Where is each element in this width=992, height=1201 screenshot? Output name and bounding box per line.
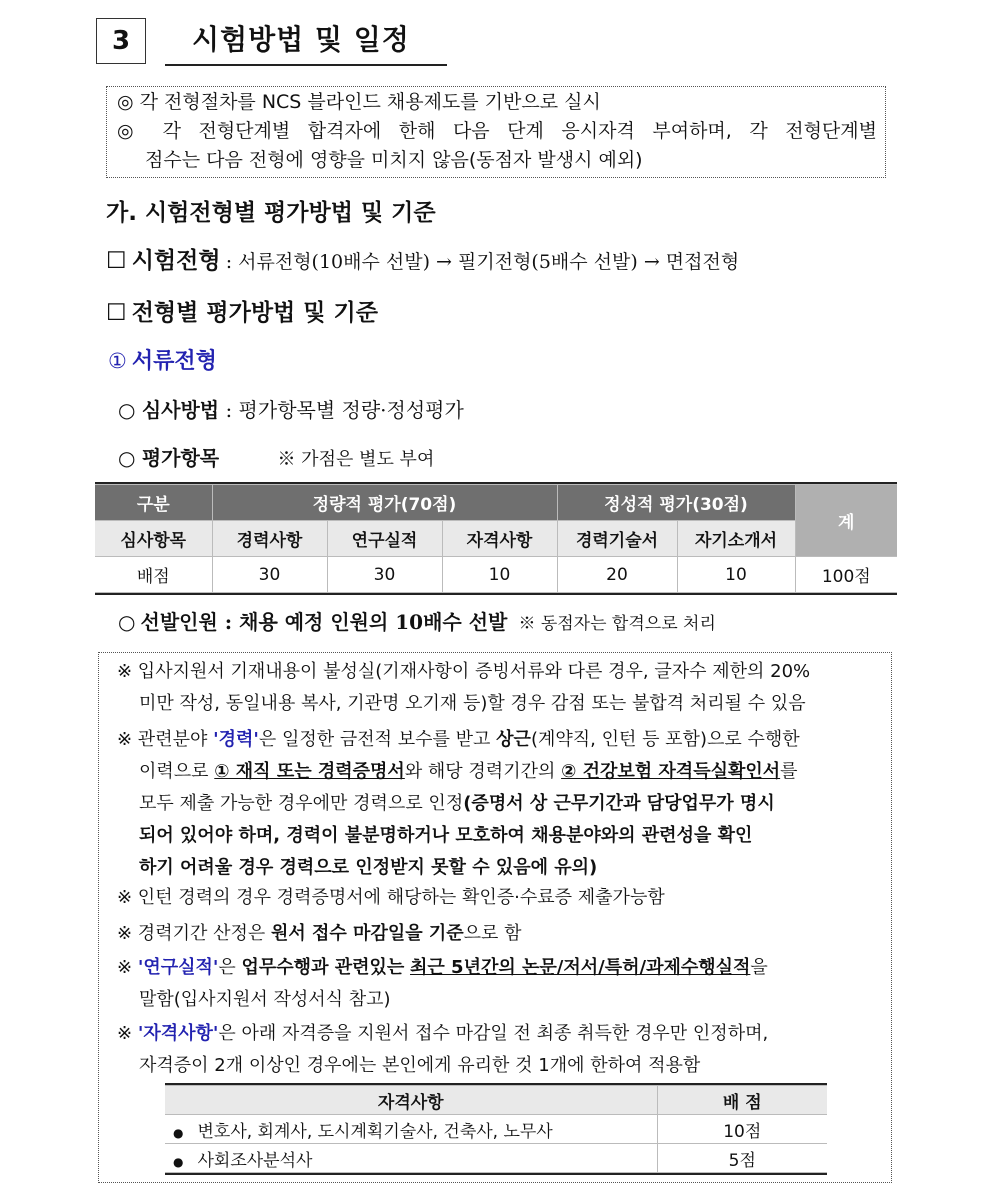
- note-5-line-1: [117, 951, 768, 985]
- note-text: 를: [780, 761, 798, 782]
- note-text: (계약직, 인턴 등 포함)으로 수행한: [530, 729, 800, 750]
- note-1-line-2: 미만 작성, 동일내용 복사, 기관명 오기재 등)할 경우 감점 또는 불합격 처리될 수 있음: [139, 693, 806, 714]
- score-total: 100점: [795, 557, 897, 593]
- qual-item-header: 자격사항: [165, 1086, 657, 1115]
- qual-item-text: 변호사, 회계사, 도시계획기술사, 건축사, 노무사: [197, 1121, 553, 1142]
- total-header: 계: [795, 485, 897, 557]
- criteria-heading-label: 전형별 평가방법 및 기준: [131, 300, 378, 326]
- qual-item-text: 사회조사분석사: [197, 1150, 313, 1171]
- score-qualification: 10: [442, 557, 557, 593]
- note-2-line-5: 하기 어려울 경우 경력으로 인정받지 못할 수 있음에 유의): [139, 857, 598, 878]
- item-research: 연구실적: [327, 521, 442, 557]
- score-self-intro: 10: [677, 557, 795, 593]
- section-title: 시험방법 및 일정: [192, 23, 410, 56]
- note-keyword: (증명서 상 근무기간과 담당업무가 명시: [463, 793, 775, 814]
- selection: [118, 606, 716, 635]
- circle-bullet-icon: ○: [118, 398, 136, 422]
- section-underline: [165, 64, 447, 66]
- circled-number-icon: ①: [108, 349, 127, 373]
- circle-bullet-icon: ○: [118, 446, 136, 470]
- note-keyword: 원서 접수 마감일을 기준: [270, 923, 464, 944]
- note-6-line-2: 자격증이 2개 이상인 경우에는 본인에게 유리한 것 1개에 한하여 적용함: [139, 1055, 701, 1076]
- intro-line-3: 점수는 다음 전형에 영향을 미치지 않음(동점자 발생시 예외): [145, 149, 643, 171]
- note-keyword: '경력': [213, 729, 259, 750]
- heading-ga: 가. 시험전형별 평가방법 및 기준: [106, 200, 436, 226]
- qual-score: 5점: [657, 1144, 827, 1173]
- bullet-icon: ●: [173, 1125, 184, 1140]
- score-career: 30: [212, 557, 327, 593]
- note-6-line-1: [117, 1017, 768, 1051]
- eval-items: [118, 442, 434, 471]
- eval-items-label: 평가항목: [141, 446, 220, 470]
- note-keyword: '연구실적': [137, 957, 219, 978]
- note-text: 으로 함: [463, 923, 522, 944]
- exam-process-text: : 서류전형(10배수 선발) → 필기전형(5배수 선발) → 면접전형: [225, 251, 740, 273]
- eval-score-row: [95, 557, 897, 593]
- eval-header-row: [95, 485, 897, 521]
- qual-item-cell: [165, 1144, 657, 1173]
- review-method-text: : 평가항목별 정량·정성평가: [225, 398, 464, 422]
- note-1-line-1: ※ 입사지원서 기재내용이 불성실(기재사항이 증빙서류와 다른 경우, 글자수 제한의 20%: [117, 661, 811, 682]
- note-text: 을: [750, 957, 768, 978]
- note-text: 이력으로: [139, 761, 215, 782]
- exam-process-label: 시험전형: [131, 248, 221, 274]
- eval-items-row: [95, 521, 897, 557]
- bullet-icon: ●: [173, 1154, 184, 1169]
- criteria-heading: [106, 294, 378, 327]
- intro-box: [106, 86, 886, 178]
- qual-item-cell: [165, 1115, 657, 1144]
- items-row-label: 심사항목: [95, 521, 212, 557]
- note-text: 와 해당 경력기간의: [404, 761, 562, 782]
- review-method: [118, 394, 464, 423]
- note-2-line-2: [139, 755, 798, 789]
- note-text: ※: [117, 957, 138, 978]
- intro-line-2: ◎ 각 전형단계별 합격자에 한해 다음 단계 응시자격 부여하며, 각 전형단계별: [117, 120, 877, 142]
- qual-score-header: 배 점: [657, 1086, 827, 1115]
- item-career: 경력사항: [212, 521, 327, 557]
- score-row-label: 배점: [95, 557, 212, 593]
- selection-label: 선발인원 : 채용 예정 인원의 10배수 선발: [140, 610, 508, 634]
- note-text: ※ 경력기간 산정은: [117, 923, 271, 944]
- note-keyword: 최근 5년간의 논문/저서/특허/과제수행실적: [410, 957, 751, 978]
- qualification-table: [165, 1083, 827, 1175]
- note-5-line-2: 말함(입사지원서 작성서식 참고): [139, 989, 391, 1010]
- score-research: 30: [327, 557, 442, 593]
- item-self-intro: 자기소개서: [677, 521, 795, 557]
- category-header: 구분: [95, 485, 212, 521]
- note-text: ※: [117, 1023, 138, 1044]
- qual-row: [165, 1115, 827, 1144]
- note-keyword: '자격사항': [137, 1023, 219, 1044]
- doc-screening-label: 서류전형: [131, 349, 217, 374]
- qual-header: 정성적 평가(30점): [557, 485, 795, 521]
- review-method-label: 심사방법: [141, 398, 220, 422]
- doc-screening-heading: [108, 344, 217, 375]
- note-keyword: 업무수행과 관련있는: [241, 957, 405, 978]
- note-keyword: 상근: [496, 729, 531, 750]
- eval-items-note: ※ 가점은 별도 부여: [277, 449, 435, 470]
- section-number: 3: [96, 18, 146, 64]
- note-2-line-4: 되어 있어야 하며, 경력이 불분명하거나 모호하여 채용분야와의 관련성을 확인: [139, 825, 753, 846]
- checkbox-icon: ☐: [106, 248, 127, 274]
- qual-score: 10점: [657, 1115, 827, 1144]
- note-4: [117, 917, 522, 951]
- item-career-statement: 경력기술서: [557, 521, 677, 557]
- note-3: ※ 인턴 경력의 경우 경력증명서에 해당하는 확인증·수료증 제출가능함: [117, 887, 665, 908]
- note-text: 은 아래 자격증을 지원서 접수 마감일 전 최종 취득한 경우만 인정하며,: [218, 1023, 769, 1044]
- quant-header: 정량적 평가(70점): [212, 485, 557, 521]
- score-career-statement: 20: [557, 557, 677, 593]
- note-text: 은 일정한 금전적 보수를 받고: [258, 729, 497, 750]
- note-2-line-3: [139, 787, 775, 821]
- qual-row: [165, 1144, 827, 1173]
- eval-table: [95, 482, 897, 595]
- note-text: 은: [218, 957, 242, 978]
- note-2-line-1: [117, 723, 800, 757]
- circle-bullet-icon: ○: [118, 610, 136, 634]
- selection-note: ※ 동점자는 합격으로 처리: [518, 614, 716, 634]
- item-qualification: 자격사항: [442, 521, 557, 557]
- qual-header-row: [165, 1086, 827, 1115]
- note-keyword: ② 건강보험 자격득실확인서: [561, 761, 781, 782]
- note-keyword: ① 재직 또는 경력증명서: [214, 761, 405, 782]
- note-text: ※ 관련분야: [117, 729, 214, 750]
- checkbox-icon: ☐: [106, 300, 127, 326]
- intro-line-1: ◎ 각 전형절차를 NCS 블라인드 채용제도를 기반으로 실시: [117, 91, 601, 113]
- exam-process: [106, 242, 739, 275]
- note-text: 모두 제출 가능한 경우에만 경력으로 인정: [139, 793, 464, 814]
